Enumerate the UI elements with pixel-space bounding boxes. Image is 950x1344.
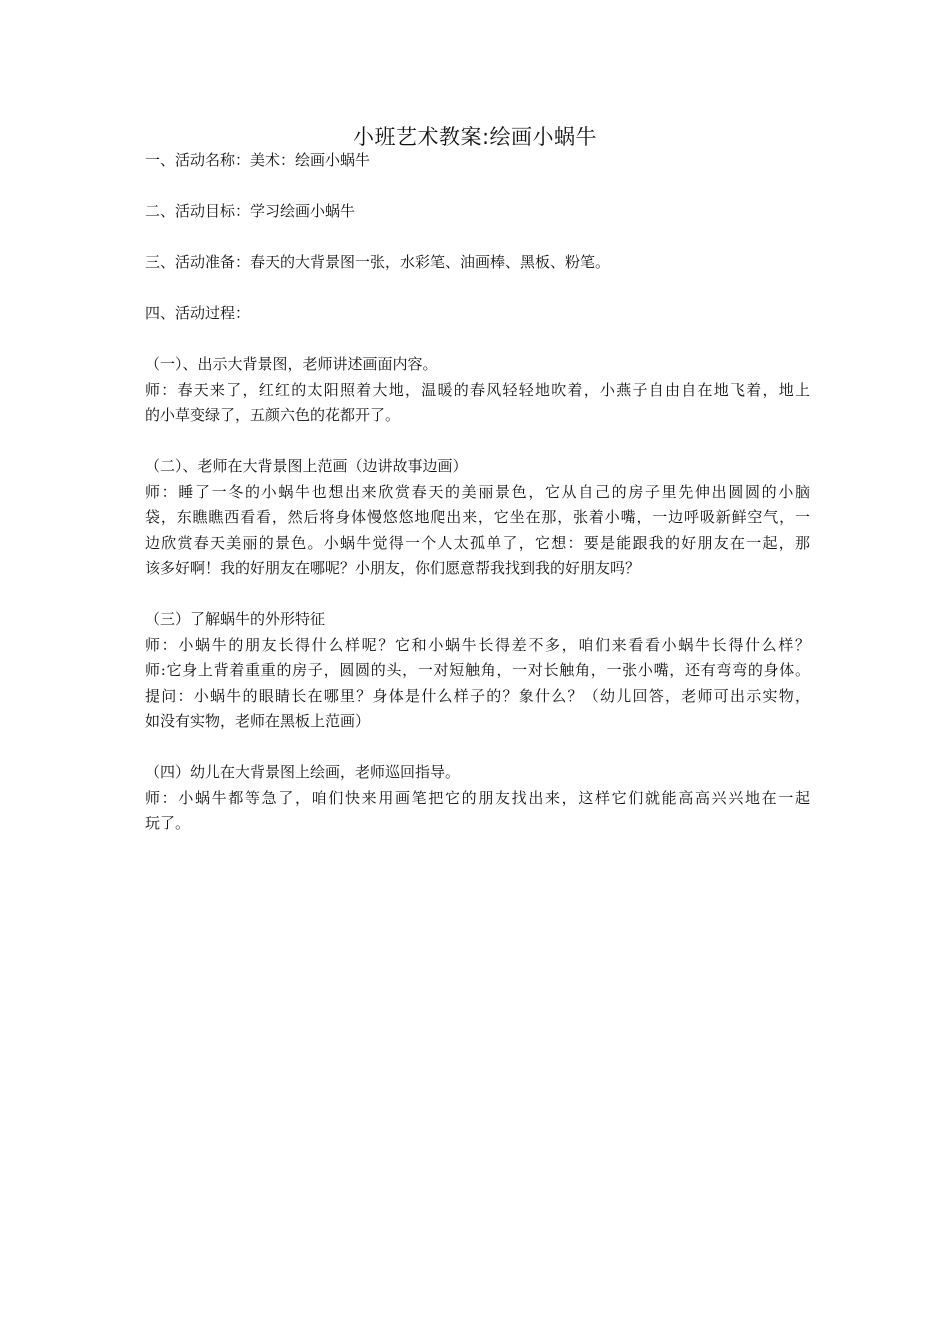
text-line: 边欣赏春天美丽的景色。小蜗牛觉得一个人太孤单了，它想：要是能跟我的好朋友在一起，那 (145, 533, 810, 552)
text-line: 四、活动过程： (145, 304, 251, 322)
text-line: 二、活动目标：学习绘画小蜗牛 (145, 202, 356, 220)
text-line: 该多好啊！我的好朋友在哪呢？小朋友，你们愿意帮我找到我的好朋友吗？ (145, 559, 641, 577)
text-line: 玩了。 (145, 814, 191, 832)
text-line: （四）幼儿在大背景图上绘画，老师巡回指导。 (145, 763, 461, 781)
blank-line (145, 276, 810, 302)
document-body (145, 148, 810, 837)
document-title: 小班艺术教案:绘画小蜗牛 (352, 125, 598, 149)
text-line: （二）、老师在大背景图上范画（边讲故事边画） (145, 457, 468, 475)
text-line: 师:它身上背着重重的房子，圆圆的头，一对短触角，一对长触角，一张小嘴，还有弯弯的身体。 (145, 661, 810, 679)
text-line: 的小草变绿了，五颜六色的花都开了。 (145, 406, 401, 424)
text-line: 师：春天来了，红红的太阳照着大地，温暖的春风轻轻地吹着，小燕子自由自在地飞着，地上 (145, 380, 810, 399)
text-line: 提问：小蜗牛的眼睛长在哪里？身体是什么样子的？象什么？（幼儿回答，老师可出示实物， (145, 686, 810, 705)
blank-line (145, 735, 810, 761)
blank-line (145, 582, 810, 608)
text-line: 一、活动名称：美术：绘画小蜗牛 (145, 151, 371, 169)
blank-line (145, 174, 810, 200)
text-line: 袋，东瞧瞧西看看，然后将身体慢悠悠地爬出来，它坐在那，张着小嘴，一边呼吸新鲜空气，一 (145, 508, 810, 526)
text-line: 师：小蜗牛的朋友长得什么样呢？它和小蜗牛长得差不多，咱们来看看小蜗牛长得什么样？ (145, 635, 810, 654)
blank-line (145, 429, 810, 455)
text-line: （三）了解蜗牛的外形特征 (145, 610, 326, 628)
text-line: 师：睡了一冬的小蜗牛也想出来欣赏春天的美丽景色，它从自己的房子里先伸出圆圆的小脑 (145, 482, 810, 501)
text-line: 如没有实物，老师在黑板上范画） (145, 712, 371, 730)
blank-line (145, 225, 810, 251)
blank-line (145, 327, 810, 353)
text-line: 师：小蜗牛都等急了，咱们快来用画笔把它的朋友找出来，这样它们就能高高兴兴地在一起 (145, 788, 810, 807)
text-line: （一）、出示大背景图，老师讲述画面内容。 (145, 355, 438, 373)
text-line: 三、活动准备：春天的大背景图一张，水彩笔、油画棒、黑板、粉笔。 (145, 253, 611, 271)
